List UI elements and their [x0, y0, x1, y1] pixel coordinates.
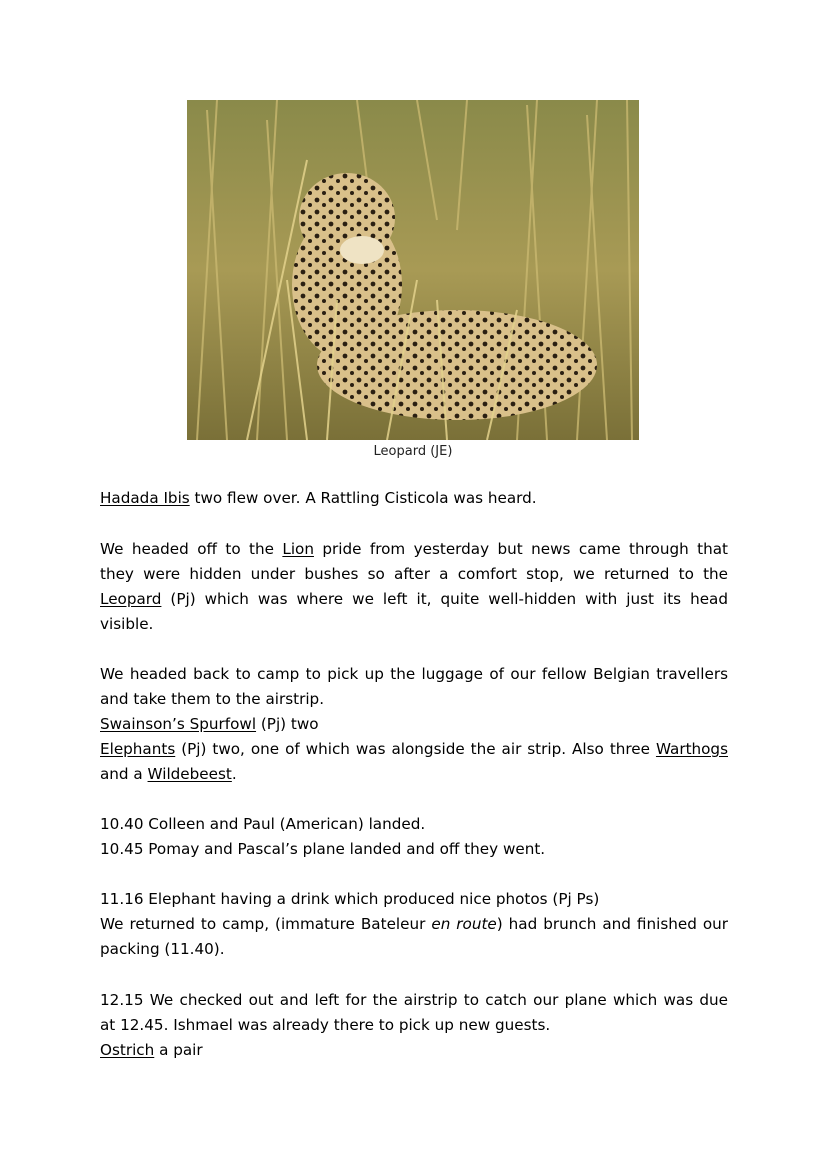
species-ostrich: Ostrich	[100, 1041, 155, 1059]
species-wildebeest: Wildebeest	[147, 765, 232, 783]
paragraph-ibis: Hadada Ibis two flew over. A Rattling Cisticola was heard.	[100, 489, 537, 507]
paragraph-landings: 10.40 Colleen and Paul (American) landed. 10.45 Pomay and Pascal’s plane landed and off they went.	[100, 815, 546, 858]
species-elephants: Elephants	[100, 740, 176, 758]
paragraph-checkout: 12.15 We checked out and left for the airstrip to catch our plane which was due at 12.45. Ishmael was already there to pick up new guests. Ostrich a pair	[100, 991, 728, 1059]
species-leopard: Leopard	[100, 590, 162, 608]
paragraph-brunch: 11.16 Elephant having a drink which produced nice photos (Pj Ps) We returned to camp, (immature Bateleur en route) had brunch and finished our packing (11.40).	[100, 890, 728, 958]
species-lion: Lion	[282, 540, 314, 558]
en-route-italic: en route	[431, 915, 497, 933]
paragraph-airstrip: We headed back to camp to pick up the luggage of our fellow Belgian travellers and take them to the airstrip. Swainson’s Spurfowl (Pj) two Elephants (Pj) two, one of which was alongside the air strip. Also three Warthogs and a Wildebeest.	[100, 665, 728, 783]
photo-caption: Leopard (JE)	[373, 444, 453, 459]
species-swainsons-spurfowl: Swainson’s Spurfowl	[100, 715, 257, 733]
paragraph-lion-leopard: We headed off to the Lion pride from yesterday but news came through that they were hidden under bushes so after a comfort stop, we returned to the Leopard (Pj) which was where we left it, quite well-hidden with just its head visible.	[100, 540, 728, 633]
leopard-photo	[187, 100, 639, 440]
species-warthogs: Warthogs	[655, 740, 728, 758]
species-hadada-ibis: Hadada Ibis	[100, 489, 190, 507]
